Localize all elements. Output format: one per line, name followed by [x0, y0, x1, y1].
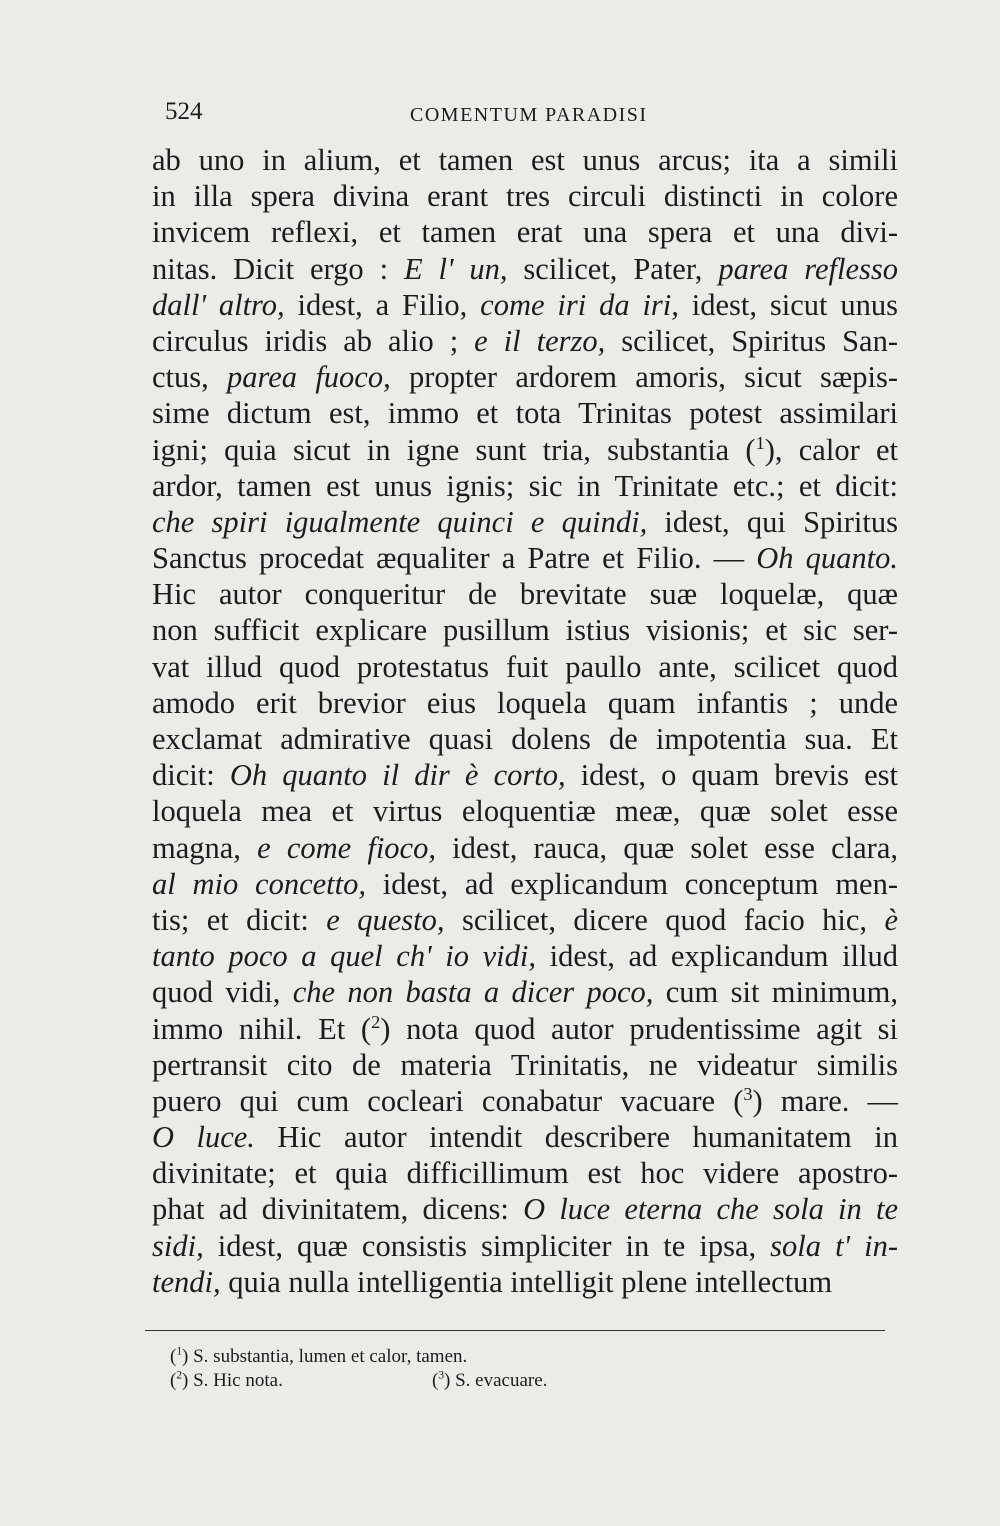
text-line: [152, 1155, 898, 1191]
text-line: [152, 1264, 898, 1300]
footnote-ref: 3: [743, 1083, 753, 1104]
text-line: [152, 504, 898, 540]
text-run: invicem reflexi, et tamen erat una spera et una divi-: [152, 215, 898, 250]
text-run: Sanctus procedat æqualiter a Patre et Filio. —: [152, 541, 757, 576]
italic-quote: che non basta a dicer poco,: [292, 975, 654, 1010]
footnote-ref: 2: [371, 1011, 381, 1032]
text-run: ) nota quod autor prudentissime agit si: [380, 1011, 899, 1046]
text-run: ardor, tamen est unus ignis; sic in Trinitate etc.; et dicit:: [152, 468, 898, 503]
text-run: quod vidi,: [152, 975, 293, 1010]
footnote-rule: [145, 1330, 885, 1331]
text-run: non sufficit explicare pusillum istius visionis; et sic ser-: [152, 613, 898, 648]
italic-quote: E l' un,: [403, 251, 508, 286]
italic-quote: e come fioco,: [257, 830, 436, 865]
text-run: phat ad divinitatem, dicens:: [152, 1192, 524, 1227]
text-run: nitas. Dicit ergo :: [152, 251, 404, 286]
footnote-3-mark: 3: [438, 1369, 445, 1382]
text-line: [152, 612, 898, 648]
text-line: [152, 395, 898, 431]
text-line: [152, 576, 898, 612]
italic-quote: O luce eterna che sola in te: [523, 1192, 898, 1227]
text-line: [152, 902, 898, 938]
text-run: tis; et dicit:: [152, 902, 327, 937]
italic-quote: tanto poco a quel ch' io vidi,: [152, 939, 536, 974]
text-line: [152, 649, 898, 685]
text-line: [152, 178, 898, 214]
text-line: [152, 432, 898, 468]
text-line: [152, 866, 898, 902]
text-run: in illa spera divina erant tres circuli distincti in colore: [152, 179, 898, 214]
text-run: amodo erit brevior eius loquela quam infantis ; unde: [152, 685, 898, 720]
text-run: ), calor et: [764, 432, 898, 467]
text-line: [152, 938, 898, 974]
text-line: [152, 830, 898, 866]
italic-quote: dall' altro,: [152, 287, 285, 322]
italic-quote: parea reflesso: [718, 251, 898, 286]
text-run: idest, quæ consistis simpliciter in te ipsa,: [203, 1228, 771, 1263]
italic-quote: tendi,: [152, 1264, 221, 1299]
text-line: [152, 757, 898, 793]
italic-quote: al mio concetto,: [152, 866, 366, 901]
text-line: [152, 721, 898, 757]
footnote-1-text: S. substantia, lumen et calor, tamen.: [188, 1346, 468, 1367]
footnote-1-mark: 1: [176, 1345, 183, 1358]
footnote-ref: 1: [755, 432, 765, 453]
text-line: [152, 142, 898, 178]
text-run: cum sit minimum,: [653, 975, 898, 1010]
text-run: exclamat admirative quasi dolens de impotentia sua. Et: [152, 722, 898, 756]
text-line: [152, 685, 898, 721]
text-run: scilicet, Pater,: [507, 251, 719, 286]
running-head: COMENTUM PARADISI: [410, 104, 648, 126]
text-run: idest, o quam brevis est: [565, 758, 898, 793]
text-line: [152, 974, 898, 1010]
italic-quote: che spiri igualmente quinci e quindi,: [152, 504, 648, 539]
text-run: pertransit cito de materia Trinitatis, ne videatur similis: [152, 1047, 898, 1082]
footnotes: [170, 1345, 548, 1393]
text-run: igni; quia sicut in igne sunt tria, substantia (: [152, 432, 756, 467]
footnote-3-text: S. evacuare.: [450, 1370, 548, 1391]
text-run: sime dictum est, immo et tota Trinitas potest assimilari: [152, 396, 898, 431]
text-run: scilicet, dicere quod facio hic,: [444, 902, 885, 937]
text-run: scilicet, Spiritus San-: [605, 323, 898, 358]
italic-quote: come iri da iri,: [480, 287, 679, 322]
text-line: [152, 1083, 898, 1119]
text-line: [152, 1228, 898, 1264]
text-run: idest, rauca, quæ solet esse clara,: [435, 830, 898, 865]
page-number: 524: [165, 98, 203, 125]
italic-quote: parea fuoco,: [227, 360, 391, 395]
text-line: [152, 1191, 898, 1227]
commentary-text: [152, 142, 898, 1300]
italic-quote: Oh quanto.: [756, 541, 898, 576]
text-line: [152, 540, 898, 576]
footnote-3: ($^3$) S. evacuare.: [432, 1369, 548, 1391]
footnote-2: ($^2$) S. Hic nota.: [170, 1369, 283, 1391]
italic-quote: sidi,: [152, 1228, 204, 1263]
footnote-2-mark: 2: [176, 1369, 183, 1382]
text-run: quia nulla intelligentia intelligit plene intellectum: [220, 1264, 833, 1299]
italic-quote: Oh quanto il dir è corto,: [229, 758, 566, 793]
text-line: [152, 251, 898, 287]
text-line: [152, 1047, 898, 1083]
text-line: [152, 468, 898, 504]
text-line: [152, 323, 898, 359]
text-line: [152, 359, 898, 395]
text-run: idest, sicut unus: [678, 287, 898, 322]
footnote-1: ($^1$) S. substantia, lumen et calor, tamen.: [170, 1345, 468, 1367]
text-line: [152, 1119, 898, 1155]
text-run: idest, ad explicandum conceptum men-: [366, 866, 898, 901]
italic-quote: sola t' in-: [770, 1228, 898, 1263]
text-run: ab uno in alium, et tamen est unus arcus; ita a simili: [152, 143, 898, 177]
text-run: propter ardorem amoris, sicut sæpis-: [390, 360, 898, 395]
italic-quote: O luce.: [152, 1120, 255, 1155]
text-line: [152, 1011, 898, 1047]
text-run: Hic autor intendit describere humanitatem in: [254, 1120, 898, 1155]
italic-quote: e questo,: [326, 902, 445, 937]
text-run: idest, qui Spiritus: [647, 504, 898, 539]
text-run: idest, a Filio,: [284, 287, 481, 322]
text-line: [152, 287, 898, 323]
text-run: circulus iridis ab alio ;: [152, 323, 475, 358]
text-run: Hic autor conqueritur de brevitate suæ loquelæ, quæ: [152, 577, 898, 612]
text-run: ctus,: [152, 360, 228, 395]
text-run: loquela mea et virtus eloquentiæ meæ, quæ solet esse: [152, 794, 898, 829]
text-run: puero qui cum cocleari conabatur vacuare (: [152, 1083, 744, 1118]
text-run: immo nihil. Et (: [152, 1011, 372, 1046]
text-run: vat illud quod protestatus fuit paullo ante, scilicet quod: [152, 649, 898, 684]
italic-quote: e il terzo,: [474, 323, 606, 358]
footnote-2-text: S. Hic nota.: [188, 1370, 283, 1391]
text-run: ) mare. —: [752, 1083, 898, 1118]
italic-quote: è: [884, 902, 898, 937]
text-line: [152, 793, 898, 829]
text-run: magna,: [152, 830, 258, 865]
text-line: [152, 214, 898, 250]
text-run: idest, ad explicandum illud: [535, 939, 898, 974]
text-run: dicit:: [152, 758, 230, 793]
text-run: divinitate; et quia difficillimum est hoc videre apostro-: [152, 1156, 898, 1191]
